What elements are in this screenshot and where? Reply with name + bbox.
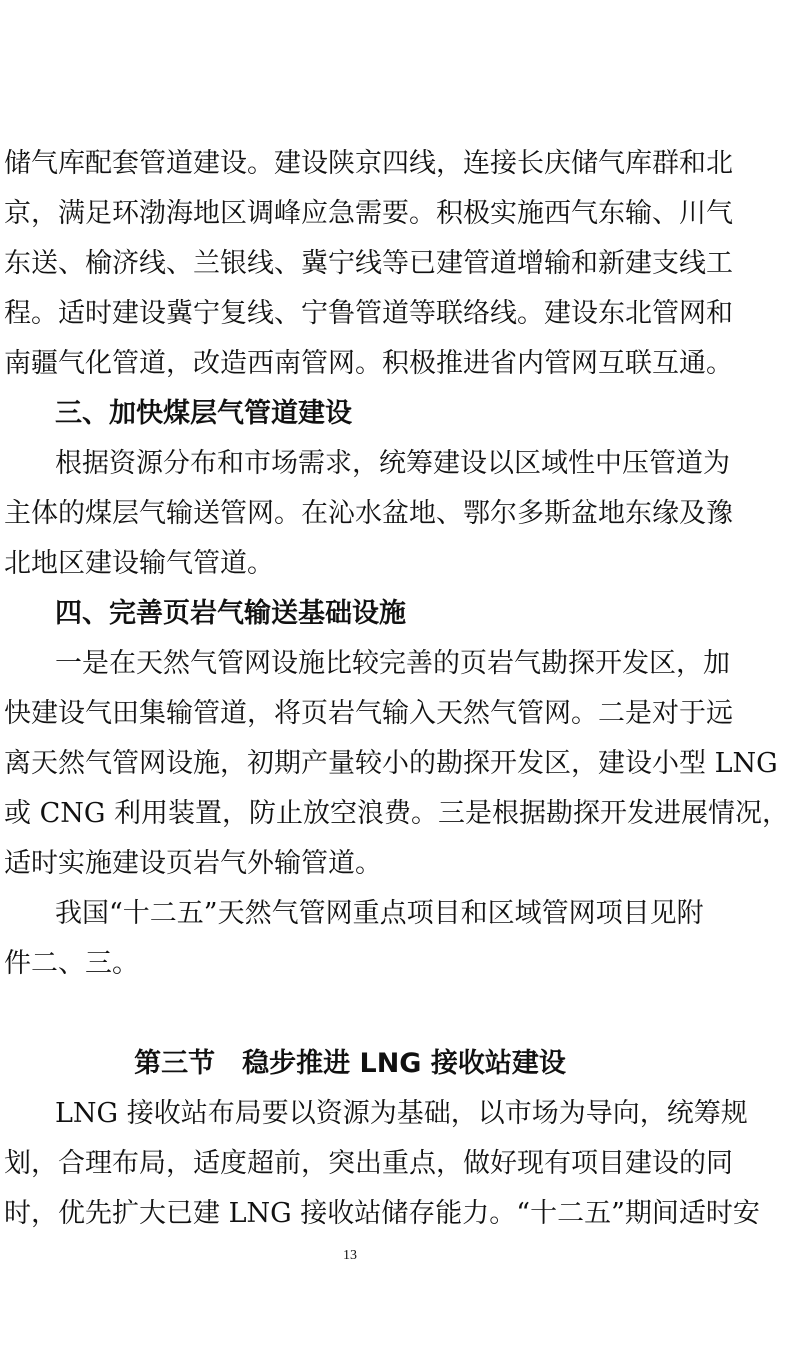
text-line: 南疆气化管道，改造西南管网。积极推进省内管网互联互通。	[4, 348, 733, 379]
text-line: 离天然气管网设施，初期产量较小的勘探开发区，建设小型 LNG	[4, 748, 778, 779]
text-line: 根据资源分布和市场需求，统筹建设以区域性中压管道为	[55, 448, 730, 479]
text-line: 件二、三。	[4, 948, 139, 979]
section-heading: 三、加快煤层气管道建设	[55, 398, 352, 429]
chapter-section-title: 第三节 稳步推进 LNG 接收站建设	[134, 1048, 566, 1079]
text-line: LNG 接收站布局要以资源为基础，以市场为导向，统筹规	[55, 1098, 748, 1129]
text-line: 适时实施建设页岩气外输管道。	[4, 848, 382, 879]
page-number: 13	[343, 1248, 357, 1263]
text-line: 北地区建设输气管道。	[4, 548, 274, 579]
text-line: 一是在天然气管网设施比较完善的页岩气勘探开发区，加	[55, 648, 730, 679]
text-line: 快建设气田集输管道，将页岩气输入天然气管网。二是对于远	[4, 698, 733, 729]
text-line: 时，优先扩大已建 LNG 接收站储存能力。“十二五”期间适时安	[4, 1198, 760, 1229]
text-line: 东送、榆济线、兰银线、冀宁线等已建管道增输和新建支线工	[4, 248, 733, 279]
text-line: 划，合理布局，适度超前，突出重点，做好现有项目建设的同	[4, 1148, 733, 1179]
section-heading: 四、完善页岩气输送基础设施	[55, 598, 406, 629]
text-line: 我国“十二五”天然气管网重点项目和区域管网项目见附	[55, 898, 704, 929]
text-line: 京，满足环渤海地区调峰应急需要。积极实施西气东输、川气	[4, 198, 733, 229]
text-line: 主体的煤层气输送管网。在沁水盆地、鄂尔多斯盆地东缘及豫	[4, 498, 733, 529]
text-line: 储气库配套管道建设。建设陕京四线，连接长庆储气库群和北	[4, 148, 733, 179]
text-line: 或 CNG 利用装置，防止放空浪费。三是根据勘探开发进展情况，	[4, 798, 789, 829]
text-line: 程。适时建设冀宁复线、宁鲁管道等联络线。建设东北管网和	[4, 298, 733, 329]
